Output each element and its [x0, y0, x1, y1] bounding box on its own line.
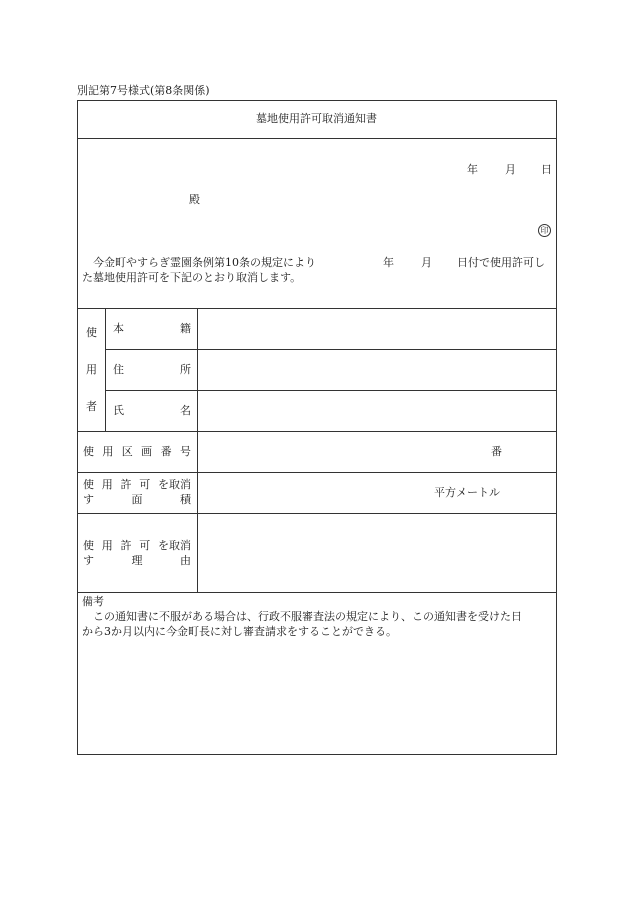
revoked-area-label-line1: 使 用 許 可 を取消: [83, 478, 191, 491]
user-group-char: 者: [86, 400, 97, 413]
address-label: 住 所: [113, 363, 191, 376]
date-year-label: 年: [467, 163, 478, 176]
area-unit: 平方メートル: [434, 486, 500, 499]
revoked-area-field[interactable]: [198, 473, 555, 513]
body-text-line1: 今金町やすらぎ霊園条例第10条の規定により: [93, 256, 316, 269]
domicile-field[interactable]: [198, 309, 555, 349]
form-number-label: 別記第7号様式(第8条関係): [77, 84, 210, 97]
name-field[interactable]: [198, 391, 555, 431]
remarks-heading: 備考: [82, 595, 104, 608]
date-month-label: 月: [505, 163, 516, 176]
body-text-tail: 日付で使用許可し: [457, 256, 545, 269]
body-month-label: 月: [421, 256, 432, 269]
revocation-reason-label-line2: す 理 由: [83, 554, 191, 567]
domicile-label: 本 籍: [113, 322, 191, 335]
revocation-reason-field[interactable]: [198, 514, 555, 592]
user-group-char: 用: [86, 363, 97, 376]
divider: [105, 308, 106, 431]
body-text-line2: た墓地使用許可を下記のとおり取消します。: [82, 271, 302, 284]
revoked-area-label-line2: す 面 積: [83, 493, 191, 506]
addressee-suffix: 殿: [189, 193, 200, 206]
divider: [77, 592, 556, 593]
plot-number-unit: 番: [491, 445, 502, 458]
address-field[interactable]: [198, 350, 555, 390]
plot-number-label: 使 用 区 画 番 号: [83, 445, 191, 458]
date-day-label: 日: [541, 163, 552, 176]
form-title: 墓地使用許可取消通知書: [256, 112, 377, 125]
name-label: 氏 名: [113, 404, 191, 417]
remarks-line1: この通知書に不服がある場合は、行政不服審査法の規定により、この通知書を受けた日: [93, 610, 522, 623]
remarks-line2: から3か月以内に今金町長に対し審査請求をすることができる。: [82, 625, 397, 638]
body-year-label: 年: [383, 256, 394, 269]
user-group-char: 使: [86, 326, 97, 339]
divider: [77, 138, 556, 139]
revocation-reason-label-line1: 使 用 許 可 を取消: [83, 539, 191, 552]
seal-mark: 印: [538, 224, 551, 237]
